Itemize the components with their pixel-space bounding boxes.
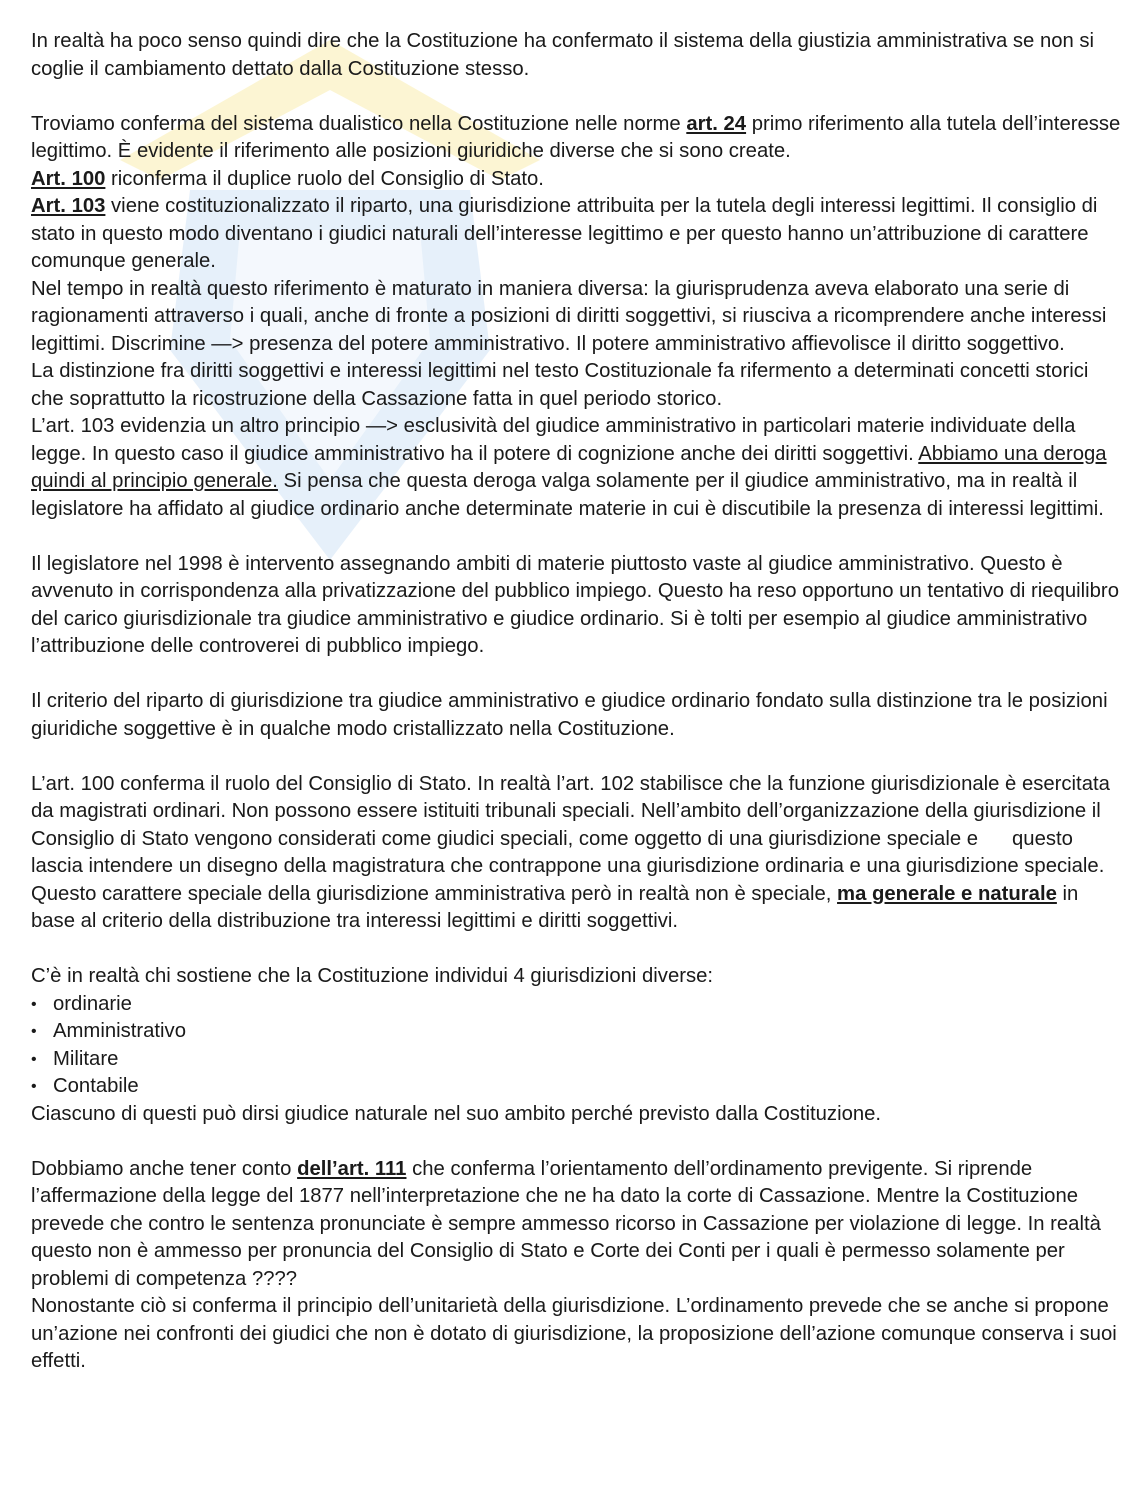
list-item: • Contabile — [31, 1073, 1123, 1101]
paragraph-intro: In realtà ha poco senso quindi dire che la Costituzione ha confermato il sistema della giustizia amministrativa se non si coglie il cambiamento dettato dalla Costituzione stesso. — [31, 30, 1095, 80]
paragraph-art103 — [31, 193, 1123, 276]
document-page — [31, 28, 1123, 1376]
text-segment: primo riferimento alla tutela dell’interesse legittimo. È evidente il riferimento alle posizioni giuridiche diverse che si sono create. — [31, 112, 1121, 162]
paragraph-1998: Il legislatore nel 1998 è intervento assegnando ambiti di materie piuttosto vaste al giudice amministrativo. Questo è avvenuto in corrispondenza alla privatizzazione del pubblico impiego. Questo ha reso opportuno un tentativo di riequilibro del carico giurisdizionale tra giudice amministrativo e giudice ordinario. Si è tolti per esempio al giudice amministrativo l’attribuzione delle controverei di pubblico impiego. — [31, 552, 1119, 657]
bold-general-natural: ma generale e naturale — [837, 882, 1057, 905]
paragraph-special-jurisdiction — [31, 771, 1123, 936]
paragraph-distinction: La distinzione fra diritti soggettivi e interessi legittimi nel testo Costituzionale fa rifermento a determinati concetti storici che soprattutto la ricostruzione della Cassazione fatta in quel periodo storico. — [31, 360, 1089, 410]
article-reference-103: Art. 103 — [31, 195, 106, 217]
article-reference-100: Art. 100 — [31, 167, 106, 190]
paragraph-evolution: Nel tempo in realtà questo riferimento è maturato in maniera diversa: la giurisprudenza aveva elaborato una serie di ragionamenti attraverso i quali, anche di fronte a posizioni di diritti soggettivi, si riusciva a ricomprendere anche interessi legittimi. Discrimine —> presenza del potere amministrativo. Il potere amministrativo affievolisce il diritto soggettivo. — [31, 277, 1107, 355]
text-segment: Troviamo conferma del sistema dualistico nella Costituzione nelle norme — [31, 112, 687, 135]
list-item: • Amministrativo — [31, 1018, 1123, 1046]
list-item: • ordinarie — [31, 991, 1123, 1019]
paragraph-natural-judge: Ciascuno di questi può dirsi giudice naturale nel suo ambito perché previsto dalla Costituzione. — [31, 1102, 882, 1125]
text-segment: viene costituzionalizzato il riparto, una giurisdizione attribuita per la tutela degli interessi legittimi. Il consiglio di stato in questo modo diventano i giudici naturali dell’interesse legittimo e per questo hanno un’attribuzione di carattere comunque generale. — [31, 195, 1098, 272]
jurisdictions-list — [31, 991, 1123, 1101]
paragraph-exclusivity — [31, 413, 1123, 523]
paragraph-four-jurisdictions: C’è in realtà chi sostiene che la Costituzione individui 4 giurisdizioni diverse: — [31, 965, 714, 987]
paragraph-art111 — [31, 1156, 1123, 1294]
text-segment: Si pensa che questa deroga valga solamente per il giudice amministrativo, ma in realtà il legislatore ha affidato al giudice ordinario anche determinate materie in cui è discutibile la presenza di interessi legittimi. — [31, 470, 1104, 520]
paragraph-art100 — [31, 166, 1123, 194]
text-segment: riconferma il duplice ruolo del Consiglio di Stato. — [105, 167, 544, 190]
paragraph-criterion: Il criterio del riparto di giurisdizione tra giudice amministrativo e giudice ordinario fondato sulla distinzione tra le posizioni giuridiche soggettive è in qualche modo cristallizzato nella Costituzione. — [31, 690, 1108, 740]
paragraph-unity: Nonostante ciò si conferma il principio dell’unitarietà della giurisdizione. L’ordinamento prevede che se anche si propone un’azione nei confronti dei giudici che non è dotato di giurisdizione, la proposizione dell’azione comunque conserva i suoi effetti. — [31, 1295, 1117, 1372]
text-segment: che conferma l’orientamento dell’ordinamento previgente. Si riprende l’affermazione della legge del 1877 nell’interpretazione che ne ha dato la corte di Cassazione. Mentre la Costituzione prevede che contro le sentenza pronunciate è sempre ammesso ricorso in Cassazione per violazione di legge. In realtà questo non è ammesso per pronuncia del Consiglio di Stato e Corte dei Conti per i quali è permesso solamente per problemi di competenza ???? — [31, 1157, 1101, 1290]
text-segment: questo lascia intendere un disegno della magistratura che contrappone una giurisdizione ordinaria e una giurisdizione speciale. Questo carattere speciale della giurisdizione amministrativa però in realtà non è speciale, — [31, 827, 1105, 905]
article-reference-24: art. 24 — [686, 112, 747, 135]
article-reference-111: dell’art. 111 — [297, 1157, 407, 1180]
text-segment: in base al criterio della distribuzione tra interessi legittimi e diritti soggettivi. — [31, 882, 1079, 932]
text-segment: L’art. 103 evidenzia un altro principio —> esclusività del giudice amministrativo in particolari materie individuate della legge. In questo caso il giudice amministrativo ha il potere di cognizione anche dei diritti soggettivi. — [31, 415, 1076, 465]
paragraph-art24 — [31, 111, 1123, 166]
text-segment: L’art. 100 conferma il ruolo del Consiglio di Stato. In realtà l’art. 102 stabilisce che la funzione giurisdizionale è esercitata da magistrati ordinari. Non possono essere istituiti tribunali speciali. Nell’ambito dell’organizzazione della giurisdizione il Consiglio di Stato vengono considerati come giudici speciali, come oggetto di una giurisdizione speciale e — [31, 772, 1110, 850]
list-item: • Militare — [31, 1046, 1123, 1074]
text-segment: Dobbiamo anche tener conto — [31, 1157, 298, 1180]
underlined-derogation: Abbiamo una deroga quindi al principio generale. — [31, 442, 1107, 492]
